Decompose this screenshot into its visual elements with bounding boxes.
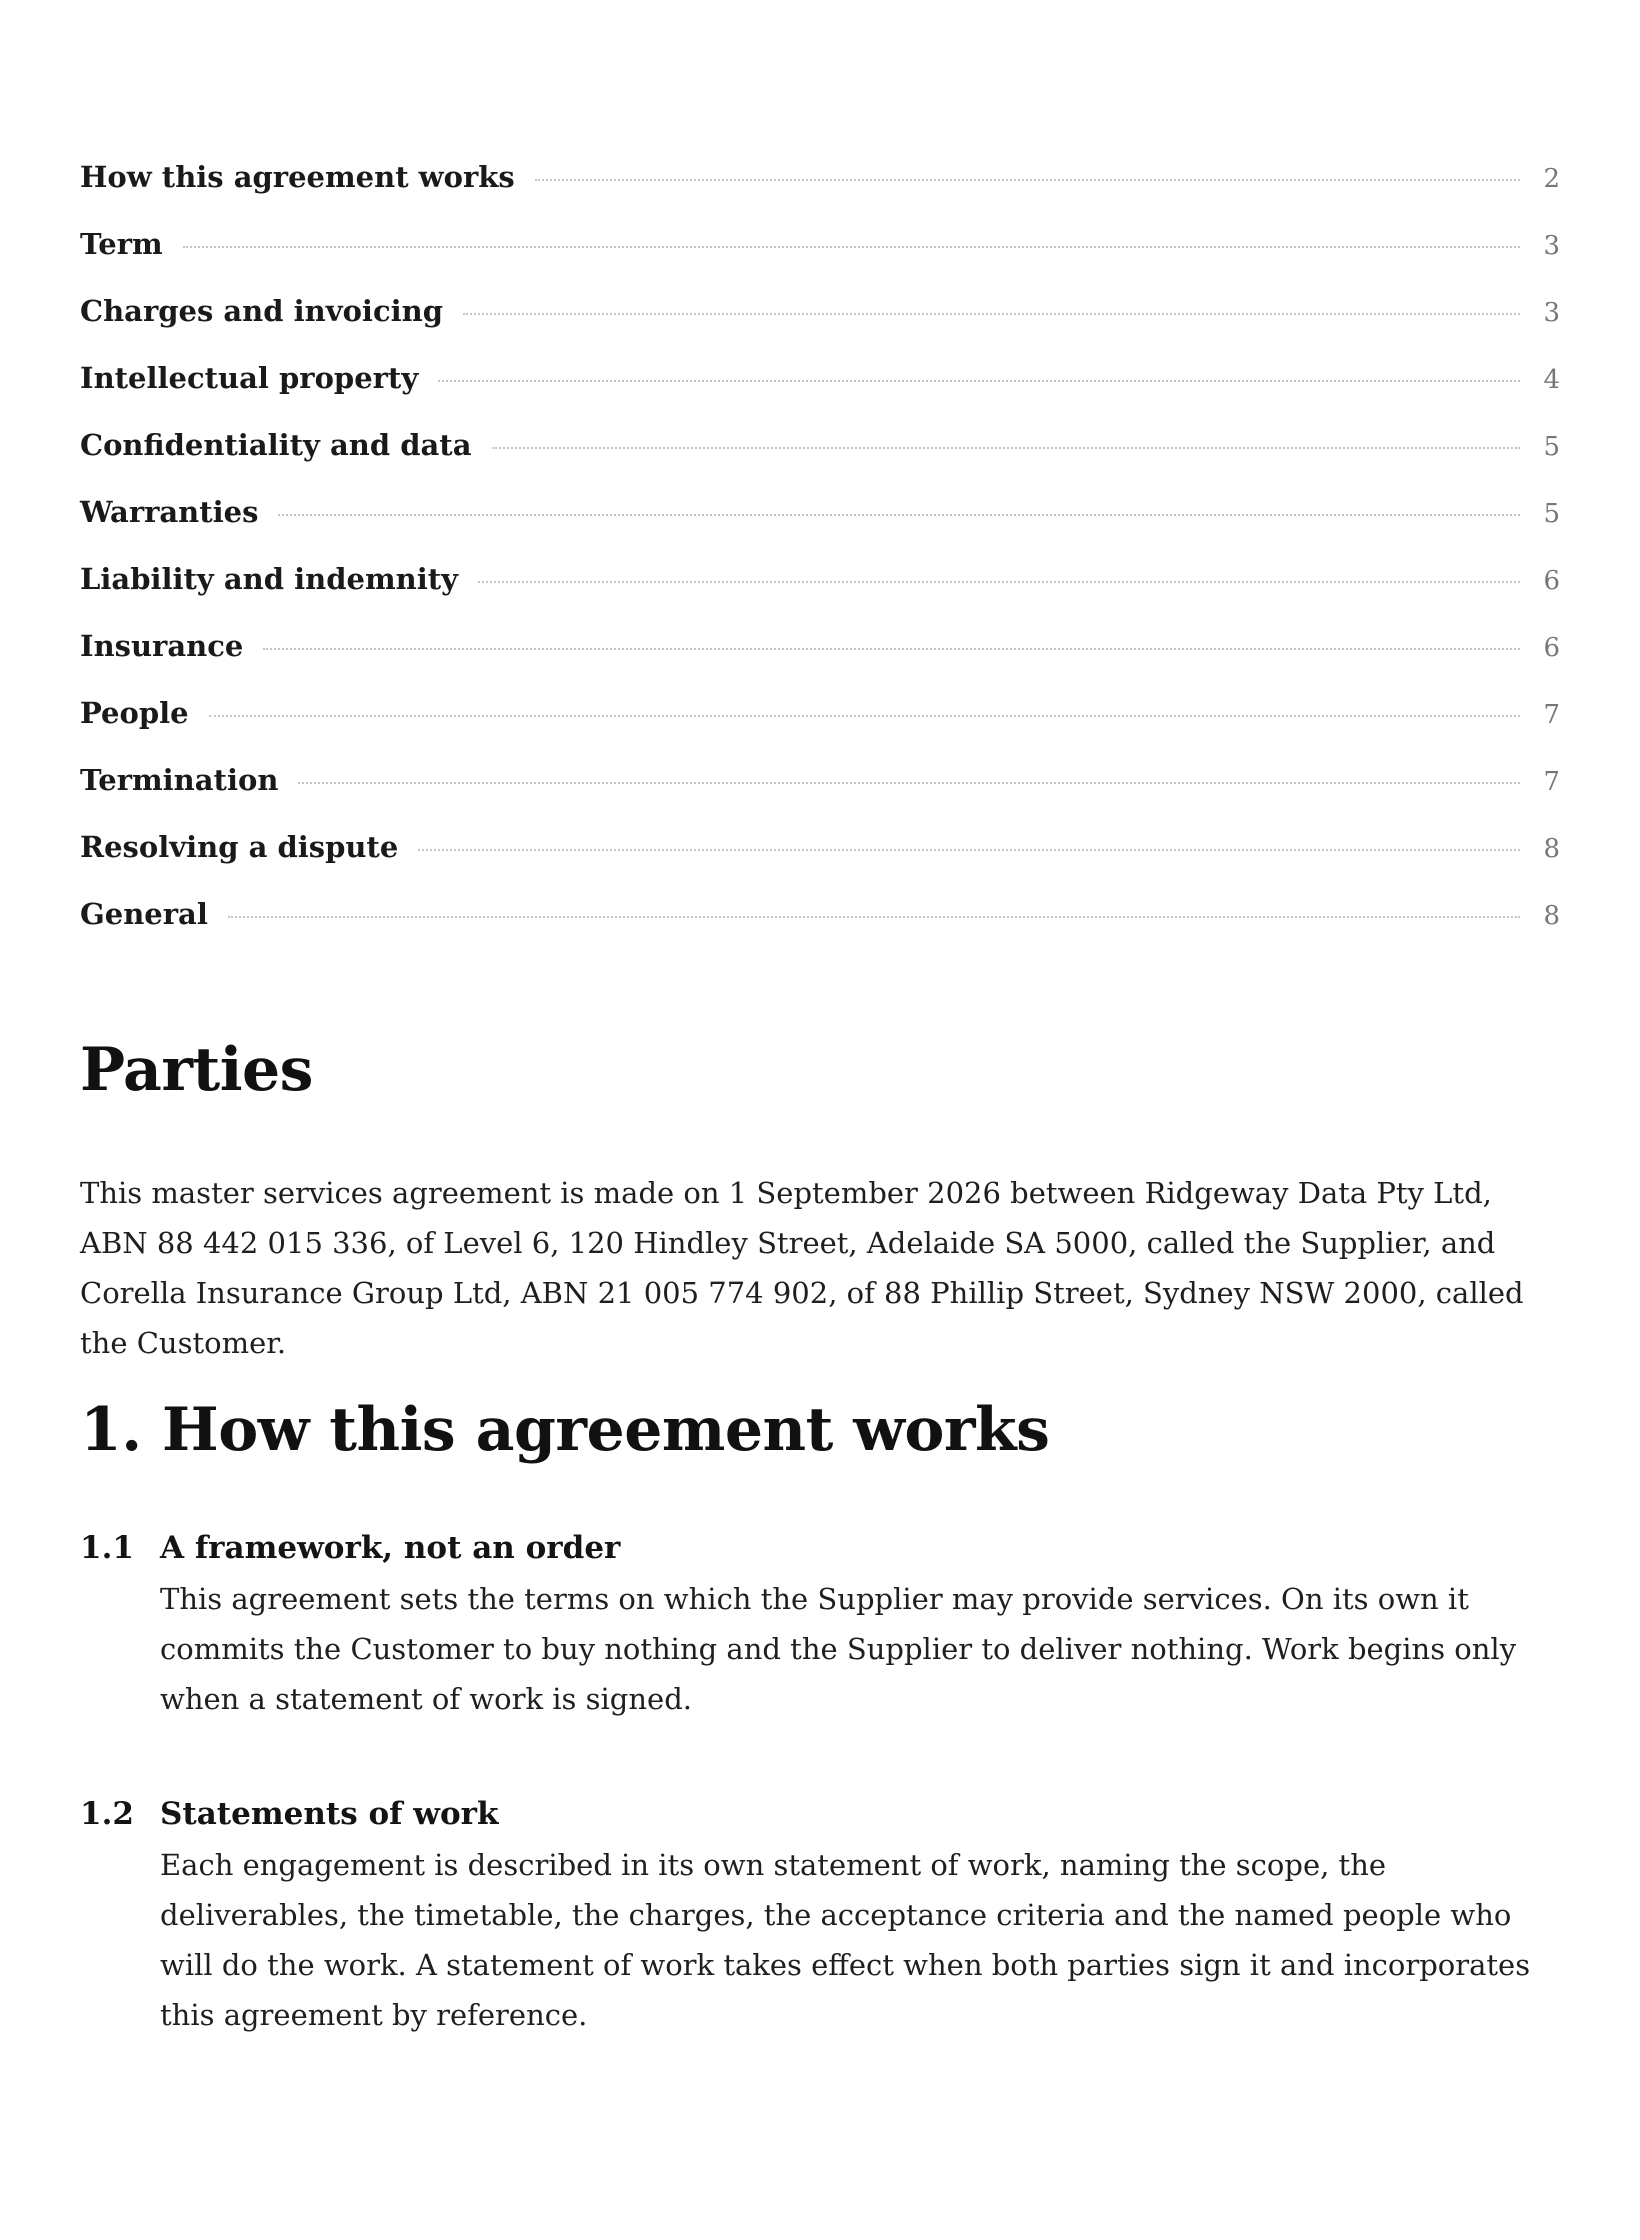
- toc-page-number: 6: [1543, 633, 1560, 663]
- toc-dot-leader: [298, 782, 1520, 784]
- toc-entry-term[interactable]: [80, 227, 1560, 294]
- toc-page-number: 8: [1543, 834, 1560, 864]
- toc-page-number: 3: [1543, 298, 1560, 328]
- parties-heading: Parties: [80, 1035, 313, 1105]
- clause-heading: [80, 1796, 1560, 1832]
- toc-entry-title: Termination: [80, 763, 279, 797]
- toc-dot-leader: [278, 514, 1520, 516]
- toc-entry-termination[interactable]: [80, 763, 1560, 830]
- toc-dot-leader: [463, 313, 1520, 315]
- toc-entry-title: Term: [80, 227, 163, 261]
- toc-page-number: 5: [1543, 432, 1560, 462]
- parties-paragraph: This master services agreement is made on 1 September 2026 between Ridgeway Data Pty Ltd, ABN 88 442 015 336, of Level 6, 120 Hindley Street, Adelaide SA 5000, called the Supplier, and Corella Insurance Group Ltd, ABN 21 005 774 902, of 88 Phillip Street, Sydney NSW 2000, called the Customer.: [80, 1176, 1524, 1360]
- clause-body: This agreement sets the terms on which the Supplier may provide services. On its own it commits the Customer to buy nothing and the Supplier to deliver nothing. Work begins only when a statement of work is signed.: [160, 1582, 1517, 1716]
- section-1-heading: 1. How this agreement works: [80, 1395, 1050, 1465]
- toc-entry-confidentiality-and-data[interactable]: [80, 428, 1560, 495]
- clause-heading: [80, 1530, 1560, 1566]
- toc-page-number: 5: [1543, 499, 1560, 529]
- toc-page-number: 7: [1543, 700, 1560, 730]
- toc-dot-leader: [535, 179, 1520, 181]
- clause-number: 1.2: [80, 1796, 134, 1832]
- toc-entry-title: Intellectual property: [80, 361, 419, 395]
- toc-entry-intellectual-property[interactable]: [80, 361, 1560, 428]
- toc-entry-title: How this agreement works: [80, 160, 515, 194]
- toc-entry-title: General: [80, 897, 208, 931]
- toc-dot-leader: [418, 849, 1520, 851]
- toc-entry-title: Insurance: [80, 629, 244, 663]
- toc-entry-title: Liability and indemnity: [80, 562, 458, 596]
- clause-1-2: [80, 1796, 1560, 2040]
- clause-body: Each engagement is described in its own statement of work, naming the scope, the deliverables, the timetable, the charges, the acceptance criteria and the named people who will do the work. A statement of work takes effect when both parties sign it and incorporates this agreement by reference.: [160, 1848, 1531, 2032]
- clause-number: 1.1: [80, 1530, 134, 1566]
- toc-entry-how-this-agreement-works[interactable]: [80, 160, 1560, 227]
- clause-1-1: [80, 1530, 1560, 1724]
- toc-entry-title: Resolving a dispute: [80, 830, 399, 864]
- toc-dot-leader: [492, 447, 1521, 449]
- clause-title: A framework, not an order: [160, 1530, 621, 1566]
- toc-entry-title: People: [80, 696, 189, 730]
- toc-page-number: 8: [1543, 901, 1560, 931]
- toc-entry-charges-and-invoicing[interactable]: [80, 294, 1560, 361]
- toc-entry-people[interactable]: [80, 696, 1560, 763]
- toc-entry-insurance[interactable]: [80, 629, 1560, 696]
- toc-dot-leader: [228, 916, 1520, 918]
- toc-page-number: 7: [1543, 767, 1560, 797]
- toc-entry-title: Confidentiality and data: [80, 428, 472, 462]
- toc-dot-leader: [478, 581, 1520, 583]
- toc-page-number: 6: [1543, 566, 1560, 596]
- toc-page-number: 4: [1543, 365, 1560, 395]
- toc-dot-leader: [263, 648, 1520, 650]
- toc-entry-liability-and-indemnity[interactable]: [80, 562, 1560, 629]
- toc-dot-leader: [209, 715, 1520, 717]
- toc-dot-leader: [438, 380, 1520, 382]
- toc-entry-warranties[interactable]: [80, 495, 1560, 562]
- toc-entry-title: Warranties: [80, 495, 259, 529]
- clause-title: Statements of work: [160, 1796, 499, 1832]
- table-of-contents: [80, 160, 1560, 964]
- toc-entry-general[interactable]: [80, 897, 1560, 964]
- toc-page-number: 2: [1543, 164, 1560, 194]
- toc-entry-resolving-a-dispute[interactable]: [80, 830, 1560, 897]
- toc-page-number: 3: [1543, 231, 1560, 261]
- toc-entry-title: Charges and invoicing: [80, 294, 443, 328]
- toc-dot-leader: [183, 246, 1520, 248]
